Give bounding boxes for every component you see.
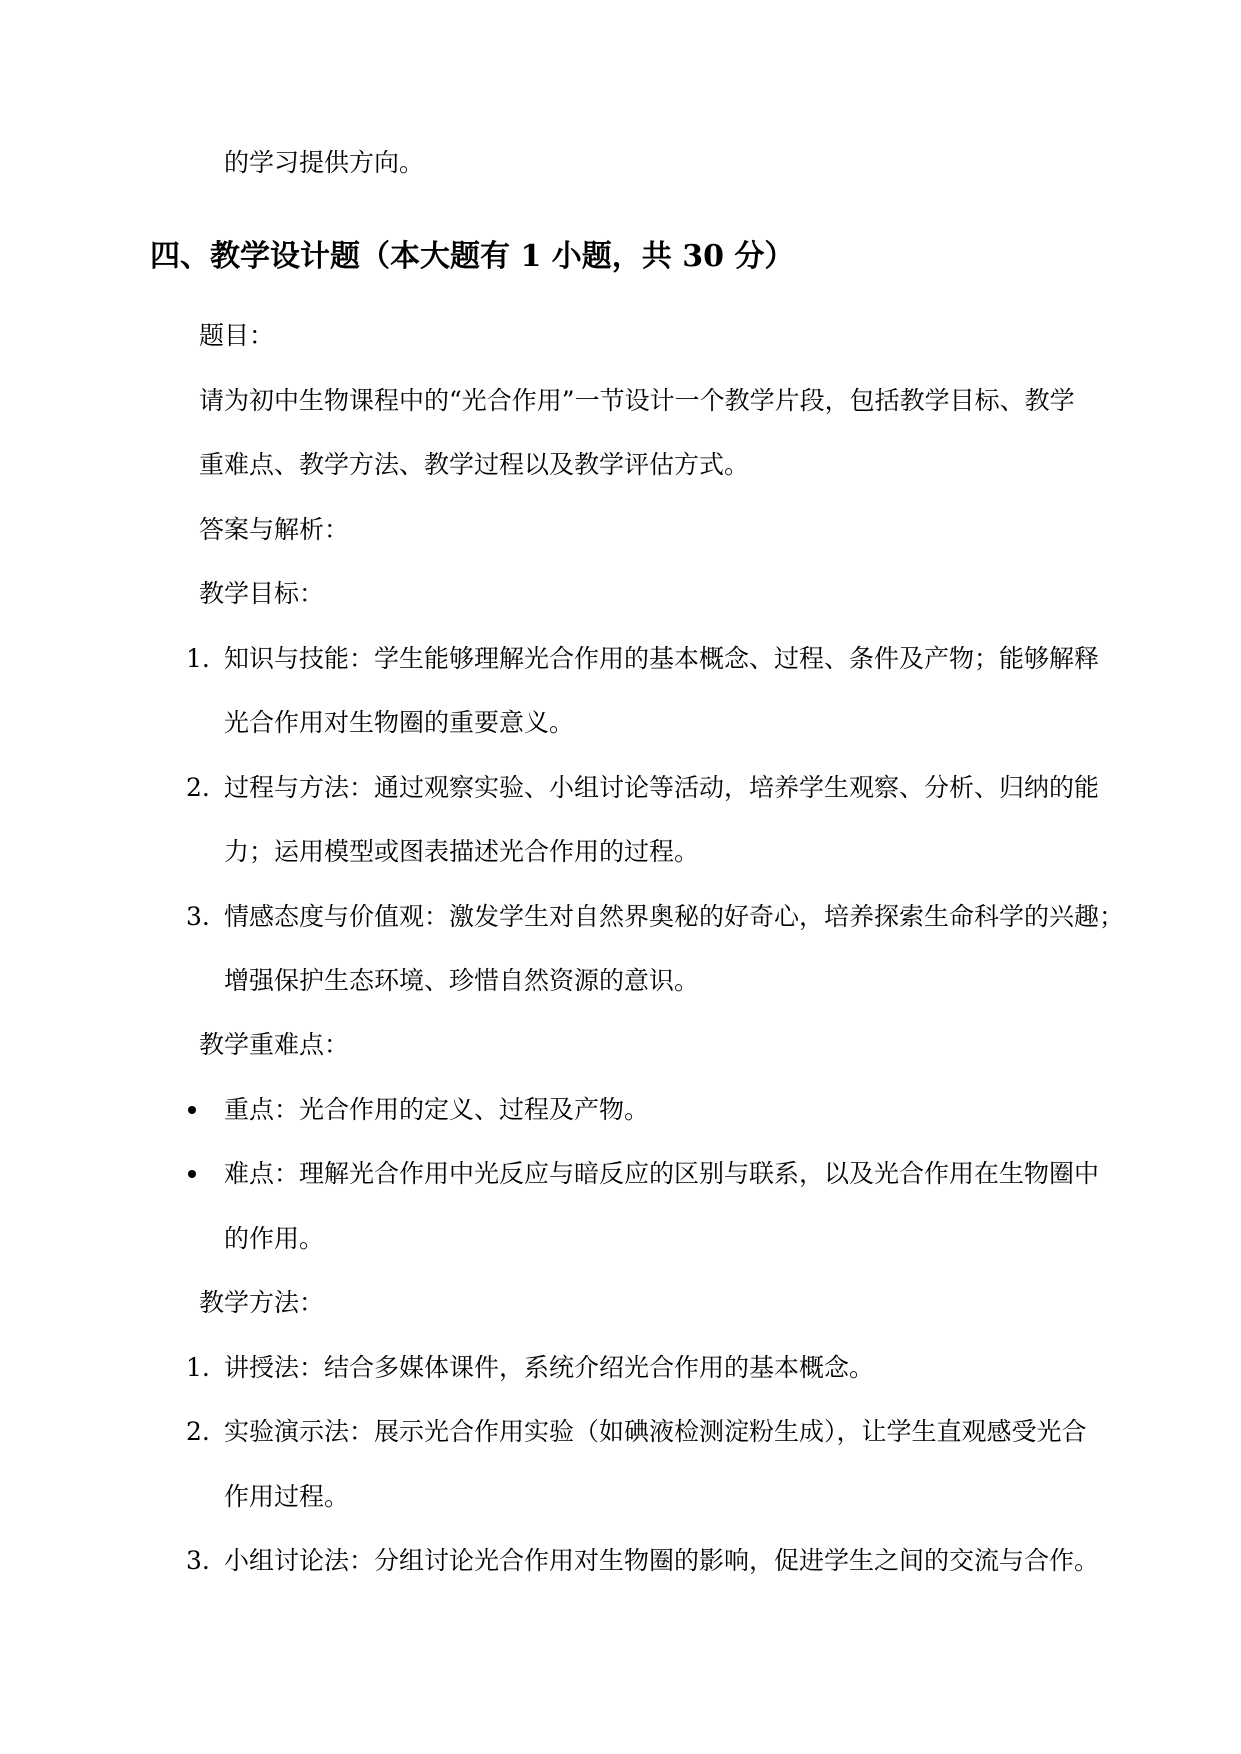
list-marker: 2. <box>186 773 210 802</box>
list-marker: 1. <box>186 644 210 673</box>
list-item-line-1: 过程与方法：通过观察实验、小组讨论等活动，培养学生观察、分析、归纳的能 <box>224 773 1100 802</box>
list-item-line-2: 作用过程。 <box>224 1482 350 1511</box>
list-item-line-2: 的作用。 <box>224 1224 325 1253</box>
list-marker: 3. <box>186 1546 210 1575</box>
list-marker: 2. <box>186 1417 210 1446</box>
list-item-line-1: 难点：理解光合作用中光反应与暗反应的区别与联系，以及光合作用在生物圈中 <box>224 1159 1100 1188</box>
methods-label: 教学方法： <box>199 1288 325 1317</box>
list-item-line-2: 光合作用对生物圈的重要意义。 <box>224 708 575 737</box>
list-item-line-1: 讲授法：结合多媒体课件，系统介绍光合作用的基本概念。 <box>224 1353 875 1382</box>
list-item-line-2: 力；运用模型或图表描述光合作用的过程。 <box>224 837 700 866</box>
question-label: 题目： <box>199 321 275 350</box>
list-item-line-1: 知识与技能：学生能够理解光合作用的基本概念、过程、条件及产物；能够解释 <box>224 644 1100 673</box>
list-item-line-1: 实验演示法：展示光合作用实验（如碘液检测淀粉生成），让学生直观感受光合 <box>224 1417 1087 1446</box>
list-item-line-1: 小组讨论法：分组讨论光合作用对生物圈的影响，促进学生之间的交流与合作。 <box>224 1546 1100 1575</box>
question-text-line-2: 重难点、教学方法、教学过程以及教学评估方式。 <box>199 450 750 479</box>
list-marker: 1. <box>186 1353 210 1382</box>
continuation-text: 的学习提供方向。 <box>224 148 425 177</box>
list-marker: 3. <box>186 902 210 931</box>
list-item-line-1: 情感态度与价值观：激发学生对自然界奥秘的好奇心，培养探索生命科学的兴趣； <box>224 902 1125 931</box>
bullet-icon <box>188 1106 196 1114</box>
list-item-line-2: 增强保护生态环境、珍惜自然资源的意识。 <box>224 966 700 995</box>
answer-label: 答案与解析： <box>199 515 350 544</box>
key-points-label: 教学重难点： <box>199 1030 350 1059</box>
bullet-icon <box>188 1170 196 1178</box>
objectives-label: 教学目标： <box>199 579 325 608</box>
section-heading: 四、教学设计题（本大题有 1 小题，共 30 分） <box>150 239 795 274</box>
list-item-line-1: 重点：光合作用的定义、过程及产物。 <box>224 1095 650 1124</box>
question-text-line-1: 请为初中生物课程中的“光合作用”一节设计一个教学片段，包括教学目标、教学 <box>199 386 1075 415</box>
